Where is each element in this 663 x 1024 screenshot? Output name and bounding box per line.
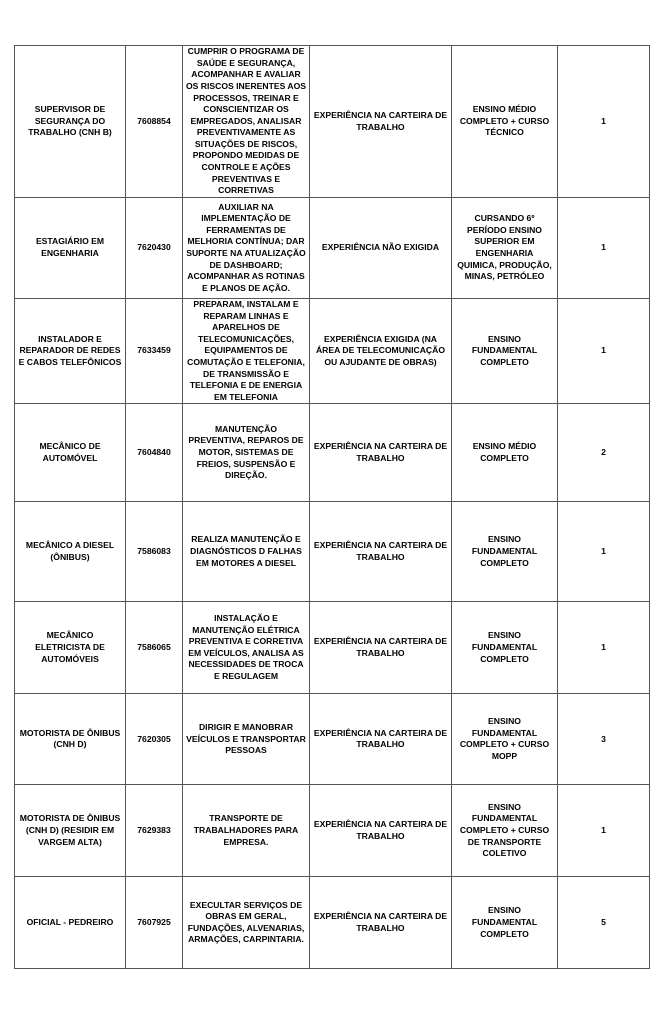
openings-count: 1 [558,198,650,299]
job-code: 7620430 [126,198,183,299]
openings-count: 3 [558,694,650,785]
job-title: MECÂNICO ELETRICISTA DE AUTOMÓVEIS [15,602,126,694]
education-requirement: ENSINO FUNDAMENTAL COMPLETO [452,877,558,969]
job-code: 7633459 [126,299,183,404]
job-title: OFICIAL - PEDREIRO [15,877,126,969]
job-title: MOTORISTA DE ÔNIBUS (CNH D) [15,694,126,785]
job-title: ESTAGIÁRIO EM ENGENHARIA [15,198,126,299]
table-row [15,299,650,404]
job-description: CUMPRIR O PROGRAMA DE SAÚDE E SEGURANÇA, ACOMPANHAR E AVALIAR OS RISCOS INERENTES AOS PROCESSOS, TREINAR E CONSCIENTIZAR OS EMPREGADOS, ANALISAR PREVENTIVAMENTE AS SITUAÇÕES DE RISCOS, PROPONDO MEDIDAS DE CONTROLE E AÇÕES PREVENTIVAS E CORRETIVAS [183,46,310,198]
experience-requirement: EXPERIÊNCIA NÃO EXIGIDA [310,198,452,299]
education-requirement: CURSANDO 6º PERÍODO ENSINO SUPERIOR EM ENGENHARIA QUIMICA, PRODUÇÃO, MINAS, PETRÓLEO [452,198,558,299]
education-requirement: ENSINO FUNDAMENTAL COMPLETO [452,502,558,602]
experience-requirement: EXPERIÊNCIA NA CARTEIRA DE TRABALHO [310,785,452,877]
education-requirement: ENSINO MÉDIO COMPLETO [452,404,558,502]
experience-requirement: EXPERIÊNCIA NA CARTEIRA DE TRABALHO [310,877,452,969]
openings-count: 1 [558,602,650,694]
job-code: 7607925 [126,877,183,969]
job-code: 7586083 [126,502,183,602]
openings-count: 1 [558,299,650,404]
job-title: SUPERVISOR DE SEGURANÇA DO TRABALHO (CNH B) [15,46,126,198]
job-description: PREPARAM, INSTALAM E REPARAM LINHAS E APARELHOS DE TELECOMUNICAÇÕES, EQUIPAMENTOS DE COMUTAÇÃO E TELEFONIA, DE TRANSMISSÃO E TELEFONIA E DE ENERGIA EM TELEFONIA [183,299,310,404]
table-row [15,502,650,602]
openings-count: 5 [558,877,650,969]
experience-requirement: EXPERIÊNCIA NA CARTEIRA DE TRABALHO [310,46,452,198]
table-row [15,694,650,785]
job-title: MECÂNICO DE AUTOMÓVEL [15,404,126,502]
job-description: AUXILIAR NA IMPLEMENTAÇÃO DE FERRAMENTAS DE MELHORIA CONTÍNUA; DAR SUPORTE NA ATUALIZAÇÃO DE DASHBOARD; ACOMPANHAR AS ROTINAS E PLANOS DE AÇÃO. [183,198,310,299]
table-row [15,198,650,299]
job-title: MOTORISTA DE ÔNIBUS (CNH D) (RESIDIR EM VARGEM ALTA) [15,785,126,877]
job-description: MANUTENÇÃO PREVENTIVA, REPAROS DE MOTOR, SISTEMAS DE FREIOS, SUSPENSÃO E DIREÇÃO. [183,404,310,502]
openings-count: 1 [558,785,650,877]
job-code: 7608854 [126,46,183,198]
job-description: TRANSPORTE DE TRABALHADORES PARA EMPRESA. [183,785,310,877]
openings-count: 1 [558,502,650,602]
table-row [15,785,650,877]
table-row [15,46,650,198]
education-requirement: ENSINO FUNDAMENTAL COMPLETO + CURSO MOPP [452,694,558,785]
job-title: INSTALADOR E REPARADOR DE REDES E CABOS TELEFÔNICOS [15,299,126,404]
experience-requirement: EXPERIÊNCIA NA CARTEIRA DE TRABALHO [310,404,452,502]
openings-count: 1 [558,46,650,198]
job-description: EXECULTAR SERVIÇOS DE OBRAS EM GERAL, FUNDAÇÕES, ALVENARIAS, ARMAÇÕES, CARPINTARIA. [183,877,310,969]
job-code: 7629383 [126,785,183,877]
table-row [15,602,650,694]
table-row [15,404,650,502]
experience-requirement: EXPERIÊNCIA NA CARTEIRA DE TRABALHO [310,694,452,785]
job-code: 7586065 [126,602,183,694]
education-requirement: ENSINO FUNDAMENTAL COMPLETO + CURSO DE TRANSPORTE COLETIVO [452,785,558,877]
experience-requirement: EXPERIÊNCIA EXIGIDA (NA ÁREA DE TELECOMUNICAÇÃO OU AJUDANTE DE OBRAS) [310,299,452,404]
job-code: 7604840 [126,404,183,502]
table-row [15,877,650,969]
job-description: DIRIGIR E MANOBRAR VEÍCULOS E TRANSPORTAR PESSOAS [183,694,310,785]
experience-requirement: EXPERIÊNCIA NA CARTEIRA DE TRABALHO [310,502,452,602]
education-requirement: ENSINO FUNDAMENTAL COMPLETO [452,299,558,404]
experience-requirement: EXPERIÊNCIA NA CARTEIRA DE TRABALHO [310,602,452,694]
job-description: REALIZA MANUTENÇÃO E DIAGNÓSTICOS D FALHAS EM MOTORES A DIESEL [183,502,310,602]
job-description: INSTALAÇÃO E MANUTENÇÃO ELÉTRICA PREVENTIVA E CORRETIVA EM VEÍCULOS, ANALISA AS NECESSIDADES DE TROCA E REGULAGEM [183,602,310,694]
job-title: MECÂNICO A DIESEL (ÔNIBUS) [15,502,126,602]
openings-count: 2 [558,404,650,502]
job-openings-table [14,45,650,969]
job-code: 7620305 [126,694,183,785]
education-requirement: ENSINO FUNDAMENTAL COMPLETO [452,602,558,694]
education-requirement: ENSINO MÉDIO COMPLETO + CURSO TÉCNICO [452,46,558,198]
